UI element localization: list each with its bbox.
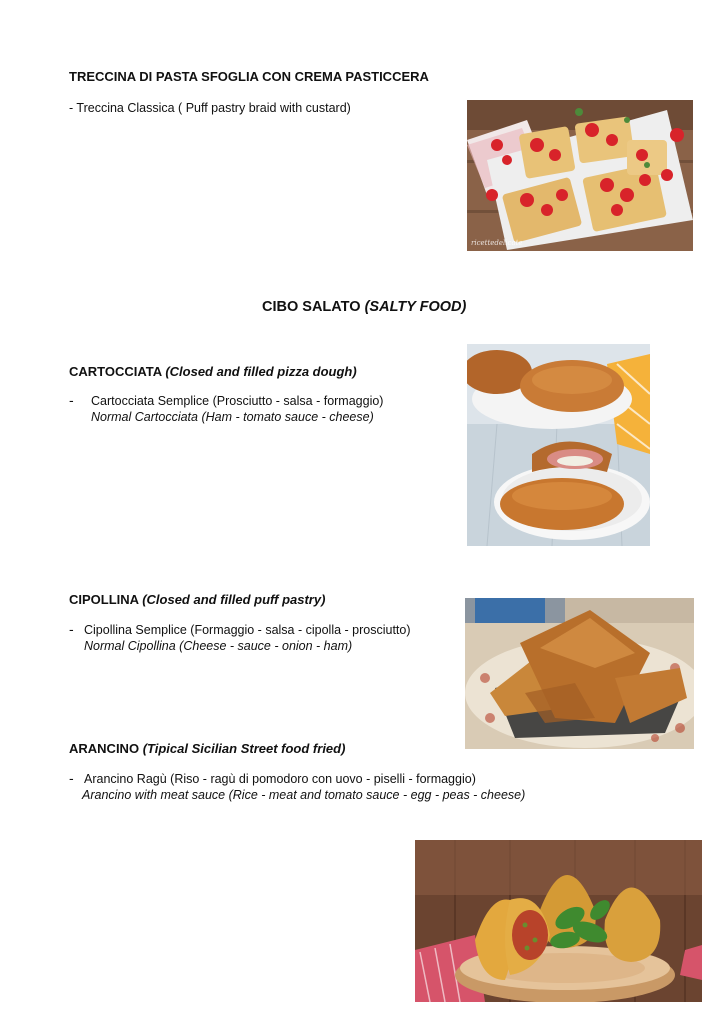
arancino-dash: - <box>69 770 74 786</box>
arancino-item-italian: Arancino Ragù (Riso - ragù di pomodoro con uovo - piselli - formaggio) <box>84 772 476 786</box>
cartocciata-subtitle: (Closed and filled pizza dough) <box>165 364 357 379</box>
cartocciata-title <box>69 364 357 379</box>
salty-food-title <box>262 299 466 315</box>
salty-food-title-text: CIBO SALATO <box>262 299 361 315</box>
salty-food-subtitle: (SALTY FOOD) <box>364 299 467 315</box>
cipollina-title <box>69 592 325 607</box>
cipollina-item-english: Normal Cipollina (Cheese - sauce - onion - ham) <box>84 639 353 653</box>
cartocciata-photo <box>467 344 650 546</box>
arancino-subtitle: (Tipical Sicilian Street food fried) <box>142 741 346 756</box>
cipollina-subtitle: (Closed and filled puff pastry) <box>142 592 326 607</box>
arancino-title <box>69 741 345 756</box>
treccina-item: - Treccina Classica ( Puff pastry braid with custard) <box>69 101 351 115</box>
treccina-photo <box>467 100 693 251</box>
arancino-photo <box>415 840 702 1002</box>
cartocciata-item-english: Normal Cartocciata (Ham - tomato sauce - cheese) <box>91 410 374 424</box>
cartocciata-item-italian: Cartocciata Semplice (Prosciutto - salsa - formaggio) <box>91 394 384 408</box>
cartocciata-title-text: CARTOCCIATA <box>69 364 162 379</box>
arancino-title-text: ARANCINO <box>69 741 140 756</box>
arancino-item-english: Arancino with meat sauce (Rice - meat and tomato sauce - egg - peas - cheese) <box>82 788 526 802</box>
treccina-title-text: TRECCINA DI PASTA SFOGLIA CON CREMA PASTICCERA <box>69 69 429 84</box>
cartocciata-dash: - <box>69 392 74 408</box>
treccina-title <box>69 69 429 84</box>
cipollina-title-text: CIPOLLINA <box>69 592 139 607</box>
treccina-watermark: ricettedelicate <box>471 239 523 247</box>
cipollina-item-italian: Cipollina Semplice (Formaggio - salsa - cipolla - prosciutto) <box>84 623 411 637</box>
cipollina-dash: - <box>69 621 74 637</box>
cipollina-photo <box>465 598 694 749</box>
